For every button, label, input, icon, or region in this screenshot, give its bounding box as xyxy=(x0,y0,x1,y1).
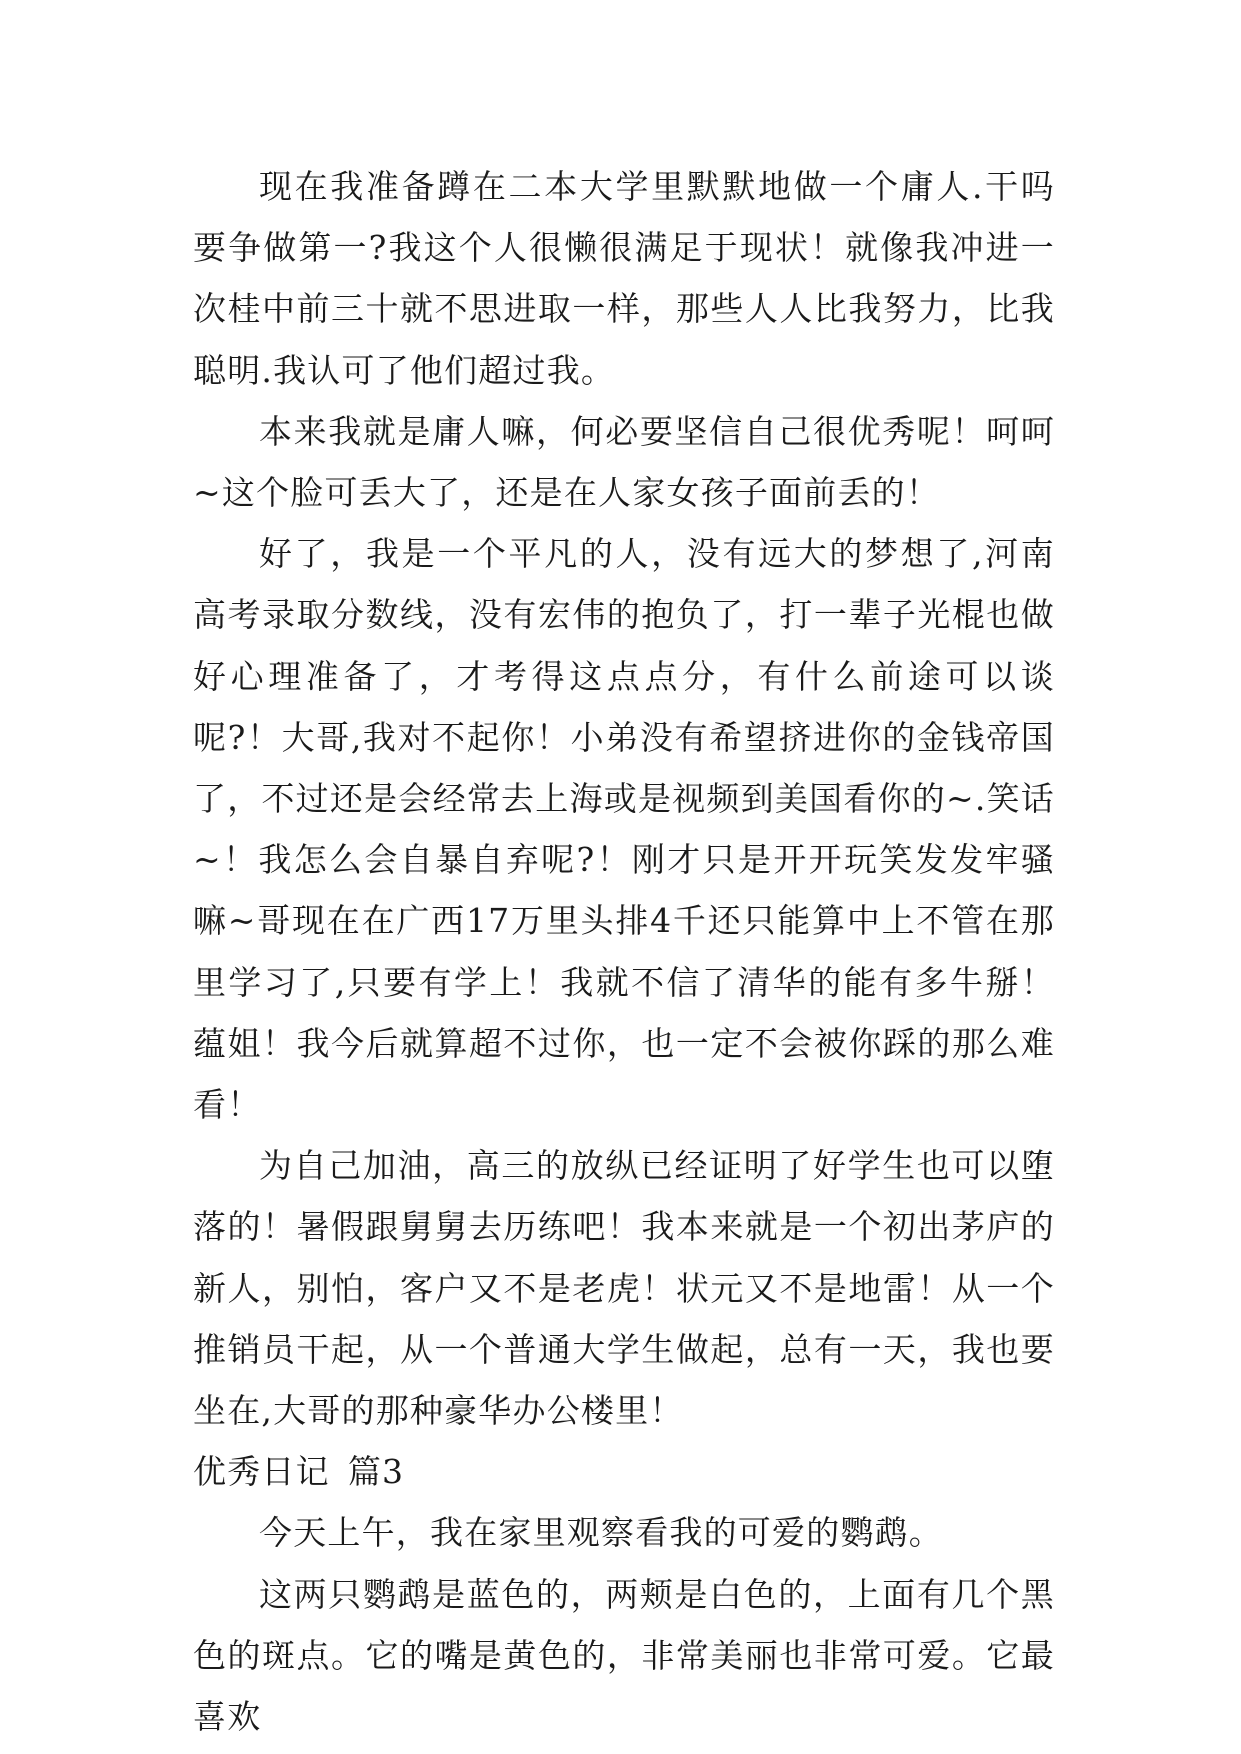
paragraph: 为自己加油，高三的放纵已经证明了好学生也可以堕落的！暑假跟舅舅去历练吧！我本来就是一个初出茅庐的新人，别怕，客户又不是老虎！状元又不是地雷！从一个推销员干起，从一个普通大学生做起，总有一天，我也要坐在,大哥的那种豪华办公楼里！ xyxy=(193,1146,1055,1431)
section-heading-label: 篇3 xyxy=(347,1452,405,1492)
document-body xyxy=(193,156,1055,1747)
section-heading-title: 优秀日记 xyxy=(193,1452,330,1492)
paragraph: 现在我准备蹲在二本大学里默默地做一个庸人.干吗要争做第一?我这个人很懒很满足于现状！就像我冲进一次桂中前三十就不思进取一样，那些人人比我努力，比我聪明.我认可了他们超过我。 xyxy=(193,167,1055,390)
paragraph: 好了，我是一个平凡的人，没有远大的梦想了,河南高考录取分数线，没有宏伟的抱负了，打一辈子光棍也做好心理准备了，才考得这点点分，有什么前途可以谈呢?！大哥,我对不起你！小弟没有希望挤进你的金钱帝国了，不过还是会经常去上海或是视频到美国看你的~.笑话~！我怎么会自暴自弃呢?！刚才只是开开玩笑发发牢骚嘛~哥现在在广西17万里头排4千还只能算中上不管在那里学习了,只要有学上！我就不信了清华的能有多牛掰！蕴姐！我今后就算超不过你，也一定不会被你踩的那么难看！ xyxy=(193,534,1055,1125)
paragraph: 本来我就是庸人嘛，何必要坚信自己很优秀呢！呵呵~这个脸可丢大了，还是在人家女孩子面前丢的！ xyxy=(193,411,1055,513)
paragraph: 今天上午，我在家里观察看我的可爱的鹦鹉。 xyxy=(259,1513,943,1553)
section-heading xyxy=(193,1441,1055,1502)
paragraph: 这两只鹦鹉是蓝色的，两颊是白色的，上面有几个黑色的斑点。它的嘴是黄色的，非常美丽也非常可爱。它最喜欢 xyxy=(193,1574,1055,1737)
